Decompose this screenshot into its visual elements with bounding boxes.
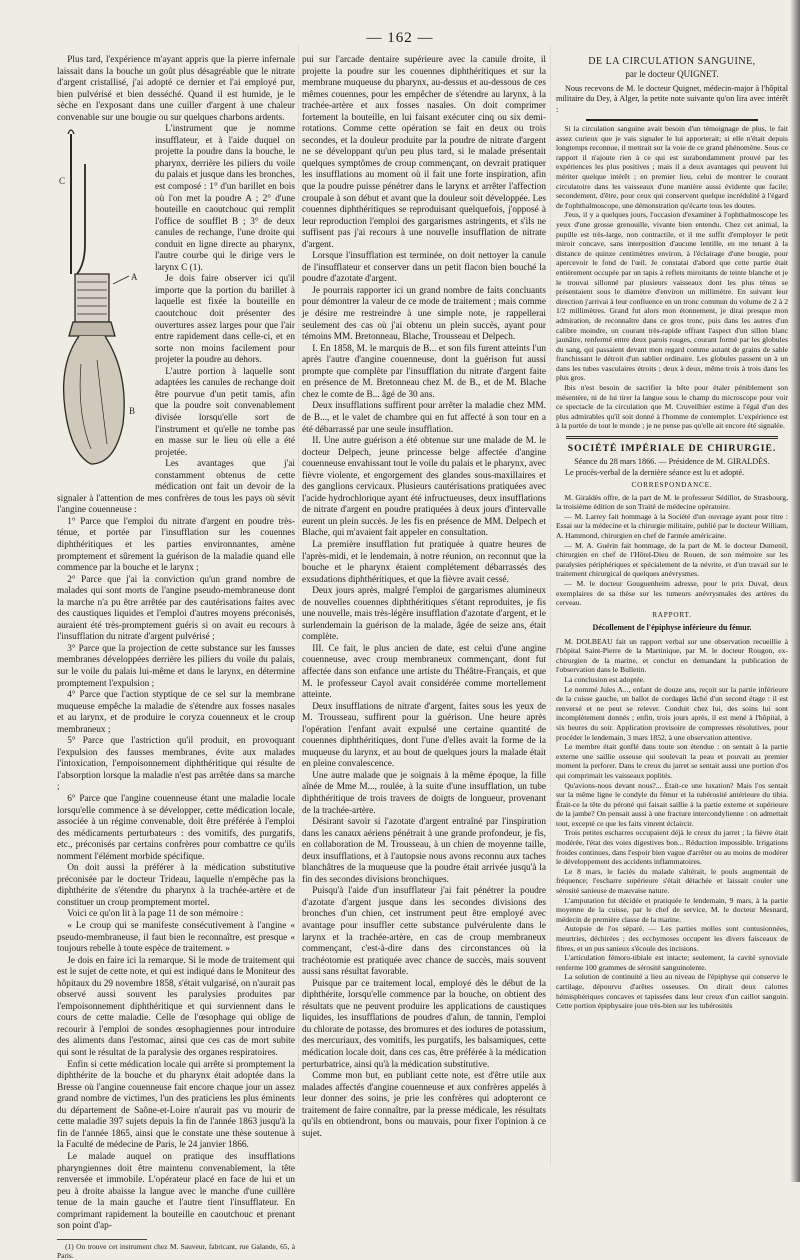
- paragraph: Le membre était gonflé dans toute son étendue : on sentait à la partie externe une saillie osseuse qui soulevait la peau et pouvait au premier moment la perforer. Dans le creux du jarret se sentait aussi une portion d'os qui comprimait les vaisseaux poplités.: [556, 742, 788, 780]
- paragraph: La conclusion est adoptée.: [564, 674, 645, 684]
- session-line: Séance du 28 mars 1866. — Présidence de M. GIRALDÈS.: [574, 457, 770, 467]
- paragraph: Qu'avions-nous devant nous?... Était-ce une luxation? Mais l'os sentait sur la même ligne le condyle du fémur et la tubérosité antérieure du tibia. Était-ce la tête du péroné qui faisait saillie à la partie externe et supérieure de la jambe? On pensait aussi à une fracture intercondylienne : on admettait tout, excepté ce que les faits vinrent éclaircir.: [556, 780, 788, 828]
- paragraph: 4° Parce que l'action styptique de ce sel sur la membrane muqueuse empêche la maladie de s'étendre aux fosses nasales et au larynx, et de produire le coryza couenneux et le croup membraneux ;: [57, 690, 295, 735]
- paragraph: Les avantages que j'ai constamment obtenus de cette médication ont fait un devoir de la signaler à l'attention de mes confrères de tous les pays où sévit l'angine couenneuse :: [57, 459, 295, 516]
- paragraph: 6° Parce que l'angine couenneuse étant une maladie locale lorsqu'elle commence à se développer, cette médication locale, associée à un régime convenable, doit être préférée à l'emploi des médicaments perturbateurs : des vomitifs, des purgatifs, etc., préconisés par certains confrères pour combattre ce qu'ils nomment l'élément morbide spécifique.: [57, 794, 295, 862]
- paragraph: Comme mon but, en publiant cette note, est d'être utile aux malades affectés d'angine couenneuse et aux confrères appelés à leur donner des soins, je prie les confrères qui adopteront ce traitement de faire connaître, par la presse médicale, les résultats qu'ils en obtiendront, bons ou mauvais, pour fixer l'opinion à ce sujet.: [302, 1071, 546, 1139]
- paragraph: L'autre portion à laquelle sont adaptées les canules de rechange doit être pourvue d'un petit tamis, afin que la poudre soit convenablement divisée lorsqu'elle sort de l'instrument et qu'elle ne tombe pas en masse sur le lieu où elle a été projetée.: [155, 366, 295, 458]
- page-edge-shadow: [790, 0, 800, 1182]
- paragraph: On doit aussi la préférer à la médication substitutive préconisée par le docteur Trideau, laquelle n'empêche pas la diphthérite de s'étendre du pharynx à la trachée-artère et de constituer un croup promptement mortel.: [57, 863, 295, 908]
- footnote: (1) On trouve cet instrument chez M. Sauveur, fabricant, rue Galande, 65, à Paris.: [57, 1241, 295, 1260]
- svg-text:B: B: [129, 406, 136, 417]
- footnote-rule: [57, 1239, 147, 1240]
- paragraph: Le nommé Jules A..., enfant de douze ans, reçoit sur la partie inférieure de la cuisse gauche, un ballot de cordages lâché d'un second étage : il est renversé et ne peut se relever. Conduit chez lui, des soins lui sont incomplètement donnés ; enfin, trois jours après, il est mené à l'hôpital, à six heures du soir. Application provisoire de compresses résolutives, pour procéder le lendemain, 3 mars 1852, à une observation attentive.: [556, 684, 788, 742]
- paragraph: Voici ce qu'on lit à la page 11 de son mémoire :: [67, 909, 244, 920]
- paragraph: Plus tard, l'expérience m'ayant appris que la pierre infernale laissait dans la bouche un goût plus désagréable que le nitrate d'argent cristallisé, j'ai adopté ce dernier et l'ai employé pur, bien pulvérisé et bien desséché. Quand il est humide, je le sèche en l'exposant dans une cuiller d'argent à une chaleur convenable sur une bougie ou sur quelques charbons ardents.: [57, 55, 295, 123]
- paragraph: Enfin si cette médication locale qui arrête si promptement la diphthérite de la bouche et du pharynx était adoptée dans la Bresse où l'angine couenneuse fait encore chaque jour un assez grand nombre de victimes, l'un des praticiens les plus éminents du département de Saône-et-Loire n'aurait pas vu mourir de cette maladie 397 sujets depuis la fin de l'année 1863 jusqu'à la fin de l'année 1865, ainsi que le constate une thèse soutenue à la Faculté de médecine de Paris, le 24 janvier 1866.: [57, 1059, 295, 1151]
- paragraph: Deux insufflations suffirent pour arrêter la maladie chez MM. de B..., et le valet de chambre qui en fut affecté à son tour en a été débarrassé par une seule insufflation.: [302, 401, 546, 435]
- paragraph: J'eus, il y a quelques jours, l'occasion d'examiner à l'ophthalmoscope les yeux d'une grosse grenouille, vivante bien entendu. Chez cet animal, la pupille est très-large, non contractile, et il me suffit d'employer le petit miroir concave, sans interposition d'aucune lentille, en me tenant à la distance de quinze centimètres environ, à l'éclairage d'une bougie, pour apercevoir le fond de l'œil. Je constatai d'abord que cette partie était entièrement occupée par un tapis à reflets miroitants de teinte blanche et je le trouvai sillonné par plusieurs vaisseaux dont les plus ténus se présentaient sous le diamètre d'environ un millimètre. En suivant leur direction j'arrivai à leur confluence en un tronc commun du volume de 2 à 2 1/2 millimètres. Grand fut alors mon étonnement, je dirai presque mon admiration, de reconnaître dans ce gros tronc, puis dans les autres d'un calibre moindre, un courant très-rapide offrant l'aspect d'un sillon blanc jaunâtre, renfermé entre deux parois rouges, courant formé par les globules du sang, qui passaient devant mon regard comme autant de grains de sable franchissant le détroit d'un sablier ordinaire. Les globules passent un à un dans les tubes vasculaires étroits ; deux à deux, même trois à trois dans les plus gros.: [556, 210, 788, 383]
- svg-text:A: A: [131, 272, 138, 283]
- subsection-title: RAPPORT.: [652, 610, 692, 619]
- subsection-title: CORRESPONDANCE.: [631, 481, 713, 490]
- svg-text:C: C: [59, 176, 66, 187]
- paragraph: III. Ce fait, le plus ancien de date, est celui d'une angine couenneuse, avec croup membraneux commençant, dont fut affectée dans son enfance une artiste du Théâtre-Français, et que M. le professeur Cayol avait considérée comme mortellement atteinte.: [302, 643, 546, 701]
- paragraph: — M. Larrey fait hommage à la Société d'un ouvrage ayant pour titre : Essai sur la médecine et la chirurgie militaire, publié par le docteur William, A. Hammond, chirurgien en chef de l'armée américaine.: [556, 511, 788, 541]
- divider: [586, 119, 758, 121]
- column-right: [556, 55, 788, 1011]
- paragraph: Lorsque l'insufflation est terminée, on doit nettoyer la canule de l'insufflateur et conserver dans un petit flacon bien bouché la poudre d'azotate d'argent.: [302, 251, 546, 285]
- paragraph: Deux insufflations de nitrate d'argent, faites sous les yeux de M. Trousseau, suffirent pour la guérison. Une heure après l'opération l'enfant avait expulsé une certaine quantité de couennes diphthéritiques, dont l'une d'elles avait la forme de la muqueuse du larynx, et au bout de quelques jours la malade était en pleine convalescence.: [302, 701, 546, 770]
- paragraph: Je dois en faire ici la remarque. Si le mode de traitement qui est le sujet de cette note, et qui est indiqué dans le Moniteur des hôpitaux du 29 novembre 1858, s'était vulgarisé, on n'aurait pas observé aussi souvent les paralysies produites par l'empoisonnement diphthéritique et qui surviennent dans le cours de cette maladie. Celle de l'œsophage qui oblige de recourir à l'emploi de sondes œsophagiennes pour introduire des aliments dans l'estomac, ainsi que ces cas de mort subite qui sont le résultat de la paralysie des organes respiratoires.: [57, 955, 295, 1059]
- section-divider: [566, 436, 778, 439]
- paragraph: L'amputation fut décidée et pratiquée le lendemain, 9 mars, à la partie moyenne de la cuisse, par le chef de service, M. le docteur Mesnard, médecin de première classe de la marine.: [556, 895, 788, 924]
- paragraph: Puisque par ce traitement local, employé dès le début de la diphthérite, lorsqu'elle commence par la bouche, on obtient des résultats que ne peuvent produire les applications de caustiques liquides, les insufflations de poudres d'alun, de tannin, l'emploi du chlorate de potasse, des bromures et des iodures de potassium, des mercuriaux, des vomitifs, les purgatifs, les balsamiques, cette médication locale doit, dans ces cas, être préférée à la médication perturbatrice, ainsi qu'à la médication substitutive.: [302, 978, 546, 1070]
- paragraph: Je pourrais rapporter ici un grand nombre de faits concluants pour démontrer la valeur de ce mode de traitement ; mais comme je désire me restreindre à une simple note, je rappellerai seulement des cas où j'ai obtenu un plein succès, ayant pour témoins MM. Bretonneau, Blache, Trousseau et Delpech.: [302, 285, 546, 343]
- paragraph: 2° Parce que j'ai la conviction qu'un grand nombre de malades qui sont morts de l'angine pseudo-membraneuse dont la marche n'a pu être arrêtée par des cautérisations faites avec des caustiques liquides et l'emploi d'autres moyens préconisés, auraient été très-promptement guéris si on avait eu recours à l'insufflation du nitrate d'argent pulvérisé ;: [57, 574, 295, 643]
- paragraph: Ibis n'est besoin de sacrifier la bête pour étaler péniblement son mésentère, ni de lui tirer la langue sous le champ du microscope pour voir ce spectacle de la circulation que M. Cruveilhier estime à l'égal d'un des plus admirables qu'il soit donné à l'homme de contempler. L'expérience est à la portée de tout le monde ; je ne pense pas qu'elle ait encore été signalée.: [556, 383, 788, 431]
- paragraph: Une autre malade que je soignais à la même époque, la fille aînée de Mme M..., roulée, à la suite d'une insufflation, un tube diphthéritique de trois travers de doigts de longueur, provenant de la trachée-artère.: [302, 770, 546, 816]
- paragraph: Désirant savoir si l'azotate d'argent entraîné par l'inspiration dans les canaux aériens pénétrait à une grande profondeur, je fis, en collaboration de M. Trousseau, à un chien de moyenne taille, deux insufflations, et à l'autopsie nous avons reconnu aux taches blanchâtres de la muqueuse que la poudre était arrivée jusqu'à la fin des secondes divisions bronchiques.: [302, 817, 546, 885]
- paragraph: M. DOLBEAU fait un rapport verbal sur une observation recueillie à l'hôpital Saint-Pierre de la Martinique, par M. le docteur Rougon, ex-chirurgien de la marine, et conclut en demandant la publication de l'observation dans le Bulletin.: [556, 636, 788, 675]
- paragraph: Le 8 mars, le faciès du malade s'altérait, le pouls augmentait de fréquence; l'escharre supérieure s'était détachée et laissait couler une sérosité sanieuse de mauvaise nature.: [556, 866, 788, 896]
- paragraph: Le procès-verbal de la dernière séance est lu et adopté.: [565, 467, 745, 477]
- paragraph: La première insufflation fut pratiquée à quatre heures de l'après-midi, et le lendemain, à notre réunion, on reconnut que la bouche et le pharynx étaient complétement débarrassés des exsudations diphthéritiques, et que la fièvre avait cessé.: [302, 539, 546, 585]
- paragraph: Je dois faire observer ici qu'il importe que la portion du barillet à laquelle est fixée la bouteille en caoutchouc doit présenter des ouvertures assez larges pour que l'air entre rapidement dans celle-ci, et en sorte non moins facilement pour projeter la poudre au dehors.: [155, 274, 295, 366]
- paragraph: II. Une autre guérison a été obtenue sur une malade de M. le docteur Delpech, jeune princesse belge affectée d'angine couenneuse envahissant tout le voile du palais et le pharynx, avec fièvre violente, et engorgement des glandes sous-maxillaires et des ganglions cervicaux. Plusieurs cautérisations pratiquées avec l'acide hydrochlorique ayant été infructueuses, deux insufflations de nitrate d'argent en poudre pratiquées à deux jours d'intervalle eurent un plein succès. Je les fis en présence de MM. Delpech et Blache, qui m'avaient fait appeler en consultation.: [302, 436, 546, 539]
- paragraph: L'instrument que je nomme insufflateur, et à l'aide duquel on projette la poudre dans la bouche, le pharynx, derrière les piliers du voile du palais et jusque dans les bronches, est composé : 1° d'un barillet en bois où l'on met la poudre A ; 2° d'une bouteille en caoutchouc qui remplit l'office de soufflet B ; 3° de deux canules de rechange, l'une droite qui conduit en ligne directe au pharynx, l'autre courbe qui le dirige vers le larynx C (1).: [155, 124, 295, 273]
- article-heading: DE LA CIRCULATION SANGUINE,: [588, 56, 756, 67]
- page-number: — 162 —: [366, 30, 434, 46]
- paragraph: Le malade auquel on pratique des insufflations pharyngiennes doit être maintenu convenablement, la tête renversée et immobile. L'opérateur placé en face de lui et un peu à droite abaisse la langue avec le manche d'une cuillère tenue de la main gauche et l'autre tient l'insufflateur. En comprimant rapidement la bouteille en caoutchouc et prenant son point d'ap-: [57, 1151, 295, 1232]
- paragraph: 3° Parce que la projection de cette substance sur les fausses membranes développées derrière les piliers du voile du palais, sur le voile du palais lui-même et dans le larynx, en détermine promptement l'expulsion ;: [57, 643, 295, 689]
- report-title: Décollement de l'épiphyse inférieure du fémur.: [592, 623, 752, 633]
- paragraph: 1° Parce que l'emploi du nitrate d'argent en poudre très-ténue, et portée par l'insufflation sur les couennes diphthéritiques et les parties environnantes, amène promptement et sûrement la guérison de la maladie quand elle commence par la bouche et le larynx ;: [57, 516, 295, 574]
- paragraph: Trois petites escharres occupaient déjà le creux du jarret ; la fièvre était modérée, l'état des voies digestives bon... Réduction impossible. Irrigations froides continues, dans l'espoir bien vague d'arrêter ou au moins de modérer le développement des accidents inflammatoires.: [556, 828, 788, 867]
- column-gutter-right: [550, 45, 551, 1165]
- paragraph: Deux jours après, malgré l'emploi de gargarismes alumineux de nouvelles couennes diphthéritiques s'étant reproduites, je fis une nouvelle, mais très-légère insufflation d'azotate d'argent, et le surlendemain la guérison de la malade, âgée de seize ans, était complète.: [302, 586, 546, 643]
- column-left: [57, 55, 295, 1260]
- paragraph: — M. le docteur Gouguenheim adresse, pour le prix Duval, deux exemplaires de sa thèse sur les tumeurs anévrysmales des artères du cerveau.: [556, 579, 788, 608]
- paragraph: La solution de continuité a lieu au niveau de l'épiphyse qui conserve le cartilage, dépourvu d'arêtes osseuses. On dirait deux calottes hémisphériques concaves et tapissées dans leur creux d'un caillot sanguin. Cette portion épiphysaire joue très-bien sur les tubérosités: [556, 972, 788, 1011]
- paragraph: — M. A. Guérin fait hommage, de la part de M. le docteur Dumenil, chirurgien en chef de l'Hôtel-Dieu de Rouen, de son mémoire sur les paralysies périphériques et spécialement de la névrite, et d'un travail sur le traitement chirurgical de quelques anévrysmes.: [556, 540, 788, 579]
- paragraph: 5° Parce que l'astriction qu'il produit, en provoquant l'expulsion des fausses membranes, évite aux malades l'intoxication, l'empoisonnement diphthéritique qui résulte de l'absorption lorsque la maladie n'est pas arrêtée dans sa marche ;: [57, 736, 295, 793]
- insufflator-illustration: [57, 124, 149, 482]
- paragraph: L'articulation fémoro-tibiale est intacte; seulement, la cavité synoviale renferme 100 grammes de sérosité sanguinolente.: [556, 953, 788, 972]
- column-gutter-left: [298, 45, 299, 1165]
- paragraph: Puisqu'à l'aide d'un insufflateur j'ai fait pénétrer la poudre d'azotate d'argent jusque dans les secondes divisions des bronches d'un chien, cet instrument peut être employé avec avantage pour insuffler cette substance pulvérulente dans le larynx et la trachée-artère, en cas de croup membraneux commençant, c'est-à-dire dans des circonstances où la trachéotomie est pratiquée avec chance de succès, mais souvent aussi sans résultat favorable.: [302, 886, 546, 978]
- paragraph: I. En 1858, M. le marquis de B... et son fils furent atteints l'un après l'autre d'angine couenneuse, dont la guérison fut aussi prompte que complète par l'insufflation du nitrate d'argent faite en présence de M. Bretonneau chez M. de B., et de M. Blache chez le comte de B... âgé de 30 ans.: [302, 343, 546, 400]
- quotation: « Le croup qui se manifeste consécutivement à l'angine « pseudo-membraneuse, il faut bien le reconnaître, est presque « toujours rebelle à toute espèce de traitement. »: [57, 921, 295, 955]
- column-middle: [302, 55, 546, 1140]
- article-byline: par le docteur QUIGNET.: [625, 69, 719, 80]
- paragraph: Si la circulation sanguine avait besoin d'un témoignage de plus, le fait assez curieux que je vais signaler le lui apporterait; si elle n'était depuis longtemps reconnue, il mettrait sur la voie de ce grand phénomène. Sous ce rapport il n'ajoute rien à ce qui est surabondamment prouvé par les expériences les plus positives ; mais il a deux avantages qui peuvent lui mériter quelque intérêt ; en premier lieu, celui de montrer le courant circulatoire dans les vaisseaux d'une manière aussi évidente que facile; secondement, d'être, pour ceux qui conservent quelque incrédulité à l'égard de l'ophthalmoscope, une démonstration qu'écarte tous les doutes.: [556, 124, 788, 210]
- paragraph: M. Giraldès offre, de la part de M. le professeur Sédillot, de Strasbourg, la troisième édition de son Traité de médecine opératoire.: [556, 492, 788, 512]
- paragraph: Autopsie de l'os séparé. — Les parties molles sont contusionnées, meurtries, déchirées ; des ecchymoses occupent les divers faisceaux de fibres, et un pus sanieux s'écoule des incisions.: [556, 924, 788, 953]
- paragraph: pui sur l'arcade dentaire supérieure avec la canule droite, il projette la poudre sur les couennes diphthéritiques et sur la membrane muqueuse du pharynx, au-dessus et au-dessous de ces mêmes couennes, pour les empêcher de s'étendre au larynx, à la trachée-artère et aux fosses nasales. On doit comprimer fortement la bouteille, en lui faisant exécuter cinq ou six demi-rotations. Comme cette opération se fait en deux ou trois secondes, et la douleur produite par la poudre de nitrate d'argent ne se développant qu'un peu plus tard, si le malade présentait quelques symptômes de croup commençant, on devrait pratiquer les insufflations au moment où il fait une forte inspiration, afin que la poudre puisse pénétrer dans le larynx et arrêter l'affection croupale à son début et avant que la douleur soit développée. Les couennes diphthéritiques se reproduisant quelquefois, j'opposé à leur reproduction l'emploi des gargarismes astringents, et s'ils ne suffisent pas j'ai recours à une nouvelle insufflation de nitrate d'argent.: [302, 55, 546, 250]
- paragraph: Nous recevons de M. le docteur Quignet, médecin-major à l'hôpital militaire du Dey, à Alger, la petite note suivante qu'on lira avec intérêt :: [556, 83, 788, 114]
- section-title: SOCIÉTÉ IMPÉRIALE DE CHIRURGIE.: [567, 443, 777, 455]
